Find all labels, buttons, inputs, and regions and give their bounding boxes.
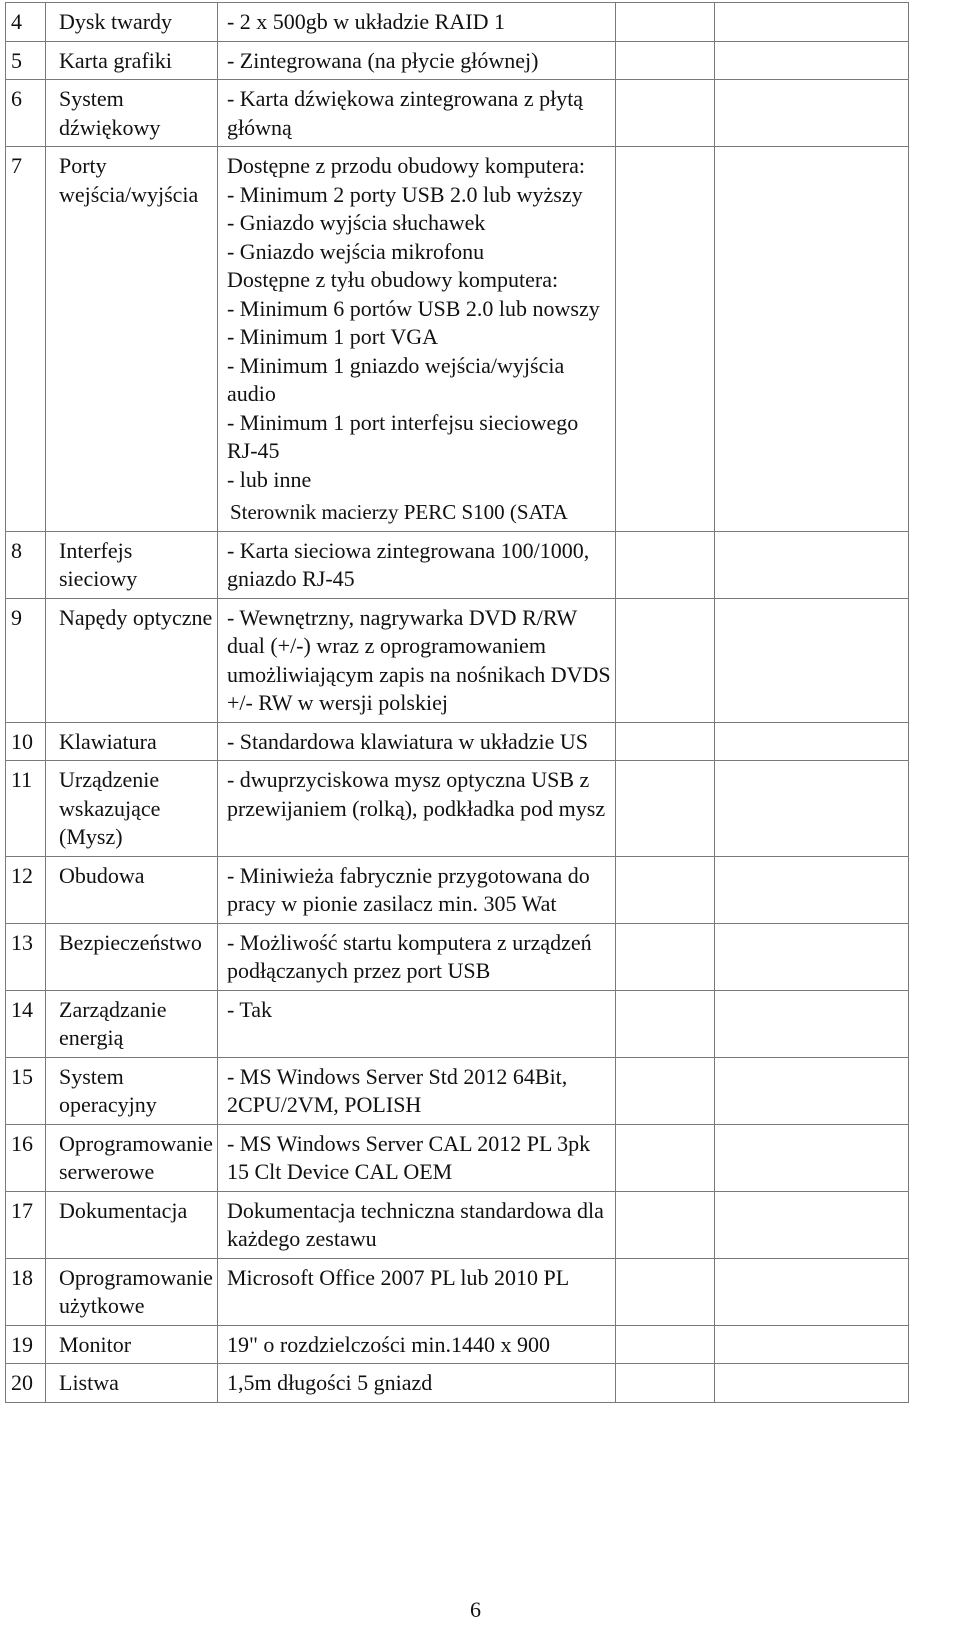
empty-cell [714,1364,908,1403]
empty-cell [615,923,714,990]
spec-name-text: Porty wejścia/wyjścia [59,153,199,207]
spec-description-text: Microsoft Office 2007 PL lub 2010 PL [226,1264,570,1290]
empty-cell [615,1258,714,1325]
empty-cell [714,1191,908,1258]
table-row [6,722,909,761]
spec-name-text: Bezpieczeństwo [59,929,202,955]
row-number [6,1364,46,1403]
spec-description [217,41,615,80]
empty-cell [714,531,908,598]
table-row [6,761,909,857]
spec-name [46,722,218,761]
table-row [6,3,909,42]
spec-description-text: Dokumentacja techniczna standardowa dla każdego zestawu [226,1197,604,1251]
spec-description-text: - 2 x 500gb w układzie RAID 1 [226,9,505,34]
empty-cell [714,598,908,722]
empty-cell [714,990,908,1057]
empty-cell [615,531,714,598]
table-row [6,598,909,722]
spec-description [217,1191,615,1258]
empty-cell [615,856,714,923]
row-number-text: 20 [11,1370,33,1395]
row-number [6,990,46,1057]
empty-cell [714,41,908,80]
spec-name [46,598,218,722]
row-number [6,1124,46,1191]
spec-description [217,598,615,722]
spec-description-text: - Karta sieciowa zintegrowana 100/1000, gniazdo RJ-45 [226,537,590,591]
spec-name-text: System dźwiękowy [59,86,161,140]
spec-description-text: Dostępne z przodu obudowy komputera: - Minimum 2 porty USB 2.0 lub wyższy - Gniazdo wyjścia słuchawek - Gniazdo wejścia mikrofonu Dostępne z tyłu obudowy komputera: - Minimum 6 portów USB 2.0 lub nowszy - Minimum 1 port VGA - Minimum 1 gniazdo wejścia/wyjścia audio - Minimum 1 port interfejsu sieciowego RJ-45 - lub inne [226,153,600,492]
row-number [6,1258,46,1325]
spec-description-text: - Zintegrowana (na płycie głównej) [226,47,539,73]
row-number [6,856,46,923]
spec-name-text: Urządzenie wskazujące (Mysz) [59,767,161,849]
spec-description [217,1364,615,1403]
table-row [6,990,909,1057]
empty-cell [615,1364,714,1403]
table-row [6,147,909,532]
spec-description [217,856,615,923]
row-number-text: 6 [11,86,22,111]
empty-cell [714,1258,908,1325]
spec-name-text: Dysk twardy [59,9,173,34]
row-number [6,1057,46,1124]
row-number [6,531,46,598]
row-number-text: 11 [11,767,33,792]
raid-controller-note: Sterownik macierzy PERC S100 (SATA [229,500,568,524]
spec-description-text: - Miniwieża fabrycznie przygotowana do pracy w pionie zasilacz min. 305 Wat [226,862,590,916]
row-number-text: 16 [11,1130,33,1156]
spec-name-text: Listwa [59,1370,119,1395]
spec-name [46,923,218,990]
spec-name-text: Obudowa [59,862,145,888]
spec-description [217,1258,615,1325]
row-number-text: 10 [11,728,33,754]
row-number-text: 8 [11,537,22,563]
spec-description-text: - Wewnętrzny, nagrywarka DVD R/RW dual (+/-) wraz z oprogramowaniem umożliwiającym zapis na nośnikach DVDS +/- RW w wersji polskiej [226,604,611,715]
empty-cell [714,1124,908,1191]
row-number-text: 19 [11,1331,33,1357]
spec-name-text: Dokumentacja [59,1197,188,1223]
spec-description [217,3,615,42]
spec-description-text: - Możliwość startu komputera z urządzeń podłączanych przez port USB [226,929,592,983]
empty-cell [615,990,714,1057]
spec-name [46,990,218,1057]
empty-cell [615,1124,714,1191]
empty-cell [714,1057,908,1124]
table-row [6,923,909,990]
spec-name-text: Oprogramowanie użytkowe [59,1264,213,1318]
spec-name [46,1364,218,1403]
empty-cell [615,3,714,42]
row-number-text: 5 [11,47,22,73]
row-number-text: 7 [11,153,22,178]
row-number [6,761,46,857]
table-row [6,1364,909,1403]
table-row [6,1191,909,1258]
spec-description [217,1124,615,1191]
row-number [6,923,46,990]
empty-cell [714,3,908,42]
spec-name-text: Karta grafiki [59,47,172,73]
spec-name [46,3,218,42]
empty-cell [615,1191,714,1258]
row-number-text: 12 [11,862,33,888]
empty-cell [615,761,714,857]
row-number [6,41,46,80]
empty-cell [615,1057,714,1124]
spec-description-text: 1,5m długości 5 gniazd [226,1370,433,1395]
row-number-text: 4 [11,9,22,34]
spec-name [46,531,218,598]
spec-name [46,856,218,923]
spec-description-text: 19" o rozdzielczości min.1440 x 900 [226,1331,550,1357]
empty-cell [615,1325,714,1364]
spec-description [217,923,615,990]
spec-name-text: Klawiatura [59,728,157,754]
spec-name [46,1258,218,1325]
spec-description [217,990,615,1057]
row-number [6,598,46,722]
spec-description-text: - Tak [226,996,273,1022]
row-number [6,80,46,147]
row-number-text: 9 [11,604,22,630]
spec-description [217,761,615,857]
empty-cell [714,923,908,990]
spec-description [217,722,615,761]
table-row [6,1057,909,1124]
table-row [6,531,909,598]
empty-cell [714,761,908,857]
table-row [6,1258,909,1325]
spec-name [46,1325,218,1364]
empty-cell [615,722,714,761]
row-number [6,147,46,532]
spec-table [5,2,909,1403]
empty-cell [714,856,908,923]
row-number-text: 15 [11,1063,33,1089]
empty-cell [714,147,908,532]
row-number [6,3,46,42]
spec-name [46,80,218,147]
table-row [6,1124,909,1191]
table-row [6,41,909,80]
spec-description [217,1057,615,1124]
spec-description-text: - dwuprzyciskowa mysz optyczna USB z przewijaniem (rolką), podkładka pod mysz [226,767,606,821]
spec-description [217,1325,615,1364]
spec-name [46,147,218,532]
spec-name-text: Interfejs sieciowy [59,537,138,591]
empty-cell [615,147,714,532]
empty-cell [615,80,714,147]
empty-cell [714,722,908,761]
spec-name [46,1191,218,1258]
spec-name-text: Oprogramowanie serwerowe [59,1130,213,1184]
spec-name [46,1124,218,1191]
empty-cell [615,41,714,80]
spec-name-text: Zarządzanie energią [59,996,167,1050]
table-row [6,1325,909,1364]
spec-description [217,80,615,147]
row-number-text: 17 [11,1197,33,1223]
empty-cell [615,598,714,722]
spec-description-text: - MS Windows Server Std 2012 64Bit, 2CPU/2VM, POLISH [226,1063,568,1117]
row-number [6,722,46,761]
page-number: 6 [470,1597,481,1622]
row-number-text: 18 [11,1264,33,1290]
spec-name [46,1057,218,1124]
row-number-text: 14 [11,996,33,1022]
table-row [6,856,909,923]
empty-cell [714,80,908,147]
row-number [6,1325,46,1364]
spec-name-text: Napędy optyczne [59,604,213,630]
row-number-text: 13 [11,929,33,955]
spec-description-text: - Standardowa klawiatura w układzie US [226,728,589,754]
empty-cell [714,1325,908,1364]
spec-description [217,531,615,598]
spec-name-text: Monitor [59,1331,132,1357]
spec-description [217,147,615,532]
spec-name-text: System operacyjny [59,1063,157,1117]
row-number [6,1191,46,1258]
table-row [6,80,909,147]
spec-description-text: - MS Windows Server CAL 2012 PL 3pk 15 Clt Device CAL OEM [226,1130,591,1184]
spec-description-text: - Karta dźwiękowa zintegrowana z płytą główną [226,86,584,140]
spec-name [46,761,218,857]
spec-name [46,41,218,80]
